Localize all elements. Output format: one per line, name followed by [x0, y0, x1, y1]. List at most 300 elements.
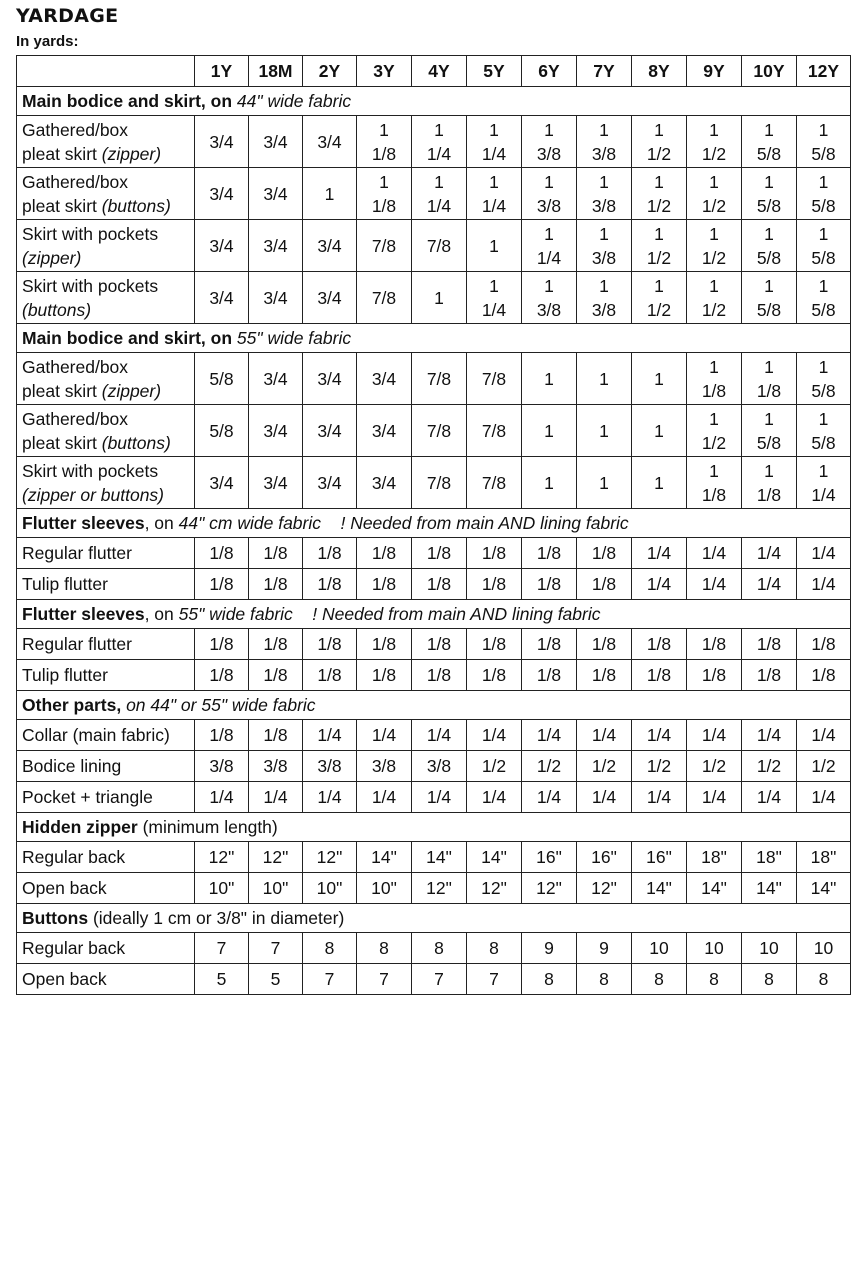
yardage-value: 1/2 — [701, 299, 727, 320]
yardage-value: 1 — [599, 472, 609, 493]
yardage-cell — [687, 220, 742, 272]
yardage-cell — [195, 569, 249, 600]
yardage-value: 7 — [489, 969, 499, 989]
size-header: 1Y — [195, 56, 249, 87]
row-label-line — [22, 632, 194, 656]
yardage-cell — [522, 660, 577, 691]
yardage-value: 1/8 — [263, 574, 288, 594]
yardage-cell — [522, 964, 577, 995]
yardage-cell — [632, 782, 687, 813]
yardage-cell — [632, 405, 687, 457]
yardage-cell — [522, 168, 577, 220]
yardage-value: 1/4 — [263, 787, 288, 807]
yardage-value: 1 — [599, 171, 609, 192]
yardage-value: 1 — [818, 460, 829, 481]
row-label — [17, 629, 195, 660]
yardage-value: 1 — [654, 368, 664, 389]
row-label-text: Regular back — [22, 938, 126, 958]
row-label-text: Regular back — [22, 847, 126, 867]
row-label-line — [22, 876, 194, 900]
yardage-value: 7 — [216, 938, 227, 958]
yardage-cell — [249, 457, 303, 509]
yardage-cell — [195, 782, 249, 813]
yardage-cell — [687, 538, 742, 569]
yardage-value: 1/2 — [536, 756, 562, 776]
yardage-value: 1/4 — [317, 787, 342, 807]
yardage-value: 1/4 — [591, 787, 617, 807]
yardage-value: 1 — [544, 472, 554, 493]
yardage-value: 1 — [818, 408, 829, 429]
yardage-cell — [522, 457, 577, 509]
yardage-cell — [303, 116, 357, 168]
yardage-value: 3/8 — [209, 756, 234, 776]
yardage-value: 14" — [810, 878, 837, 898]
yardage-cell — [742, 457, 797, 509]
yardage-value: 1/4 — [317, 725, 342, 745]
yardage-cell — [357, 629, 412, 660]
yardage-value: 3/8 — [317, 756, 342, 776]
yardage-value: 1/8 — [209, 574, 234, 594]
yardage-cell — [577, 116, 632, 168]
yardage-cell — [797, 873, 851, 904]
row-label-text: Gathered/box — [22, 356, 129, 377]
yardage-value: 3/4 — [371, 472, 397, 493]
row-label — [17, 842, 195, 873]
row-label-text: pleat skirt — [22, 195, 102, 216]
yardage-cell — [195, 116, 249, 168]
yardage-value: 3/8 — [371, 756, 397, 776]
yardage-value: 7/8 — [426, 472, 452, 493]
yardage-value: 3/4 — [209, 472, 234, 493]
yardage-cell — [687, 842, 742, 873]
yardage-value: 3/8 — [591, 247, 617, 268]
yardage-cell — [797, 933, 851, 964]
yardage-cell — [303, 538, 357, 569]
yardage-value: 1 — [599, 368, 609, 389]
yardage-cell — [742, 272, 797, 324]
yardage-cell — [249, 116, 303, 168]
section-title-part: 44" wide fabric — [236, 91, 352, 111]
yardage-cell — [632, 751, 687, 782]
row-label-line — [22, 379, 194, 403]
row-label-line — [22, 170, 194, 194]
yardage-value: 1/4 — [811, 543, 836, 563]
yardage-value: 7 — [434, 969, 444, 989]
yardage-value: 7 — [270, 938, 281, 958]
yardage-cell — [467, 964, 522, 995]
yardage-value: 14" — [371, 847, 397, 867]
yardage-cell — [687, 353, 742, 405]
yardage-value: 1/4 — [701, 787, 727, 807]
yardage-value: 3/4 — [263, 368, 288, 389]
row-label-line — [22, 407, 194, 431]
yardage-value: 1 — [764, 119, 774, 140]
yardage-cell — [632, 272, 687, 324]
yardage-value: 5/8 — [209, 368, 234, 389]
yardage-cell — [632, 629, 687, 660]
yardage-cell — [357, 933, 412, 964]
yardage-cell — [412, 353, 467, 405]
yardage-value: 1/8 — [701, 634, 727, 654]
yardage-value: 1/8 — [263, 725, 288, 745]
yardage-value: 1/8 — [209, 543, 234, 563]
yardage-cell — [467, 168, 522, 220]
yardage-cell — [632, 538, 687, 569]
yardage-cell — [742, 569, 797, 600]
yardage-value: 1/8 — [209, 665, 234, 685]
yardage-cell — [687, 751, 742, 782]
section-title-part: 55" wide fabric — [236, 328, 352, 348]
yardage-cell — [357, 720, 412, 751]
row-label — [17, 538, 195, 569]
yardage-value: 1/8 — [701, 484, 727, 505]
yardage-cell — [249, 933, 303, 964]
section-header-row — [17, 904, 851, 933]
section-title-part: on — [205, 91, 237, 111]
yardage-value: 1/4 — [756, 725, 782, 745]
yardage-value: 3/4 — [317, 235, 342, 256]
yardage-cell — [797, 569, 851, 600]
yardage-value: 1/8 — [701, 380, 727, 401]
size-header: 12Y — [797, 56, 851, 87]
yardage-cell — [797, 220, 851, 272]
yardage-value: 1 — [489, 275, 499, 296]
yardage-value: 1/8 — [209, 634, 234, 654]
yardage-value: 1 — [709, 408, 719, 429]
row-label-line — [22, 785, 194, 809]
yardage-cell — [577, 751, 632, 782]
yardage-value: 7/8 — [426, 235, 452, 256]
yardage-cell — [412, 168, 467, 220]
yardage-value: 5/8 — [756, 247, 782, 268]
yardage-cell — [467, 933, 522, 964]
yardage-value: 5/8 — [811, 299, 836, 320]
row-label-text: (buttons) — [22, 299, 92, 320]
yardage-cell — [249, 660, 303, 691]
yardage-value: 8 — [434, 938, 444, 958]
row-label-text: Open back — [22, 878, 107, 898]
yardage-value: 1/8 — [811, 665, 836, 685]
yardage-value: 1/4 — [811, 574, 836, 594]
yardage-cell — [797, 272, 851, 324]
yardage-cell — [195, 220, 249, 272]
yardage-cell — [412, 720, 467, 751]
yardage-value: 5/8 — [811, 432, 836, 453]
row-label-text: Gathered/box — [22, 171, 129, 192]
yardage-cell — [797, 405, 851, 457]
section-title-part: ! Needed from main AND lining fabric — [292, 604, 601, 624]
section-title-part: (ideally 1 cm or 3/8" in diameter) — [88, 908, 345, 928]
yardage-cell — [797, 782, 851, 813]
yardage-value: 10" — [262, 878, 289, 898]
yardage-cell — [303, 782, 357, 813]
yardage-cell — [522, 405, 577, 457]
yardage-cell — [195, 720, 249, 751]
yardage-value: 1/8 — [701, 665, 727, 685]
yardage-value: 3/4 — [263, 131, 288, 152]
yardage-cell — [522, 873, 577, 904]
yardage-value: 1/8 — [481, 574, 507, 594]
yardage-value: 1/8 — [481, 634, 507, 654]
yardage-value: 1/8 — [481, 543, 507, 563]
table-row — [17, 842, 851, 873]
yardage-cell — [742, 751, 797, 782]
yardage-value: 3/4 — [263, 235, 288, 256]
row-label-text: Bodice lining — [22, 756, 122, 776]
yardage-value: 3/4 — [209, 235, 234, 256]
yardage-value: 1/8 — [371, 574, 397, 594]
yardage-value: 1/4 — [646, 574, 672, 594]
yardage-cell — [797, 751, 851, 782]
yardage-value: 1/8 — [536, 574, 562, 594]
yardage-value: 1 — [818, 356, 829, 377]
section-title-part: ! Needed from main AND lining fabric — [321, 513, 629, 533]
row-label-text: Gathered/box — [22, 408, 129, 429]
yardage-value: 1 — [324, 183, 335, 204]
row-label — [17, 660, 195, 691]
yardage-value: 3/4 — [263, 420, 288, 441]
table-row — [17, 116, 851, 168]
yardage-value: 1/4 — [481, 725, 507, 745]
section-title-part: , on — [144, 513, 179, 533]
section-header-row — [17, 813, 851, 842]
yardage-value: 7/8 — [371, 235, 397, 256]
yardage-cell — [195, 933, 249, 964]
yardage-value: 16" — [646, 847, 672, 867]
section-title — [17, 600, 851, 629]
table-row — [17, 873, 851, 904]
yardage-cell — [687, 660, 742, 691]
section-title-part: 55" wide fabric — [178, 604, 293, 624]
row-label — [17, 964, 195, 995]
yardage-cell — [303, 933, 357, 964]
row-label — [17, 720, 195, 751]
yardage-value: 10 — [649, 938, 669, 958]
yardage-value: 3/8 — [263, 756, 288, 776]
yardage-cell — [412, 629, 467, 660]
section-title-part: on — [205, 328, 237, 348]
yardage-cell — [797, 353, 851, 405]
table-row — [17, 933, 851, 964]
yardage-cell — [742, 842, 797, 873]
yardage-cell — [303, 873, 357, 904]
row-label-line — [22, 459, 194, 483]
yardage-value: 7/8 — [481, 368, 507, 389]
section-title — [17, 813, 851, 842]
yardage-value: 3/4 — [317, 131, 342, 152]
yardage-cell — [303, 569, 357, 600]
section-header-row — [17, 691, 851, 720]
yardage-value: 5/8 — [756, 299, 782, 320]
yardage-cell — [412, 272, 467, 324]
yardage-cell — [249, 272, 303, 324]
yardage-cell — [412, 873, 467, 904]
yardage-value: 1 — [544, 119, 554, 140]
yardage-value: 1/4 — [646, 725, 672, 745]
section-title-part: , on — [144, 604, 179, 624]
yardage-value: 5/8 — [811, 195, 836, 216]
yardage-value: 1/8 — [426, 543, 452, 563]
yardage-cell — [303, 720, 357, 751]
row-label — [17, 168, 195, 220]
yardage-cell — [632, 720, 687, 751]
yardage-value: 1 — [654, 171, 664, 192]
yardage-cell — [577, 873, 632, 904]
yardage-cell — [522, 842, 577, 873]
section-header-row — [17, 600, 851, 629]
yardage-value: 1/4 — [426, 143, 452, 164]
size-header: 18M — [249, 56, 303, 87]
yardage-value: 8 — [544, 969, 554, 989]
yardage-value: 1/4 — [481, 787, 507, 807]
row-label-line — [22, 298, 194, 322]
yardage-cell — [195, 353, 249, 405]
yardage-value: 1/4 — [536, 787, 562, 807]
yardage-value: 7/8 — [481, 420, 507, 441]
yardage-cell — [249, 405, 303, 457]
yardage-value: 1/4 — [481, 195, 507, 216]
table-row — [17, 782, 851, 813]
row-label-text: Collar (main fabric) — [22, 725, 170, 745]
yardage-value: 5/8 — [756, 195, 782, 216]
yardage-cell — [577, 782, 632, 813]
row-label-line — [22, 274, 194, 298]
table-row — [17, 272, 851, 324]
yardage-value: 1/2 — [646, 756, 672, 776]
yardage-value: 3/4 — [371, 368, 397, 389]
row-label-text: Skirt with pockets — [22, 460, 159, 481]
yardage-value: 18" — [810, 847, 837, 867]
yardage-value: 1/2 — [591, 756, 617, 776]
yardage-value: 1/8 — [481, 665, 507, 685]
yardage-cell — [577, 353, 632, 405]
yardage-value: 5/8 — [209, 420, 234, 441]
yardage-value: 12" — [262, 847, 289, 867]
yardage-cell — [357, 220, 412, 272]
yardage-cell — [467, 220, 522, 272]
row-label — [17, 220, 195, 272]
yardage-cell — [467, 629, 522, 660]
yardage-cell — [522, 538, 577, 569]
yardage-cell — [467, 782, 522, 813]
yardage-value: 1/8 — [756, 380, 782, 401]
yardage-value: 1/8 — [371, 665, 397, 685]
size-header-row — [17, 56, 851, 87]
row-label-text: Regular flutter — [22, 634, 132, 654]
yardage-cell — [249, 720, 303, 751]
yardage-cell — [742, 538, 797, 569]
yardage-cell — [577, 842, 632, 873]
yardage-value: 1/4 — [701, 543, 727, 563]
yardage-value: 7 — [324, 969, 335, 989]
size-header: 5Y — [467, 56, 522, 87]
yardage-cell — [412, 964, 467, 995]
yardage-value: 1 — [434, 171, 444, 192]
yardage-value: 1 — [764, 171, 774, 192]
yardage-value: 10" — [208, 878, 235, 898]
table-row — [17, 405, 851, 457]
yardage-value: 7/8 — [481, 472, 507, 493]
yardage-cell — [303, 220, 357, 272]
yardage-cell — [467, 751, 522, 782]
section-title-part: Buttons — [22, 908, 89, 928]
yardage-value: 1/8 — [317, 665, 342, 685]
yardage-cell — [577, 964, 632, 995]
row-label-line — [22, 483, 194, 507]
yardage-cell — [797, 629, 851, 660]
yardage-cell — [357, 964, 412, 995]
yardage-value: 1/8 — [591, 665, 617, 685]
yardage-cell — [687, 782, 742, 813]
row-label-text: pleat skirt — [22, 380, 102, 401]
yardage-value: 1 — [544, 223, 554, 244]
yardage-cell — [632, 660, 687, 691]
yardage-cell — [687, 405, 742, 457]
size-header: 7Y — [577, 56, 632, 87]
yardage-cell — [357, 842, 412, 873]
size-header: 3Y — [357, 56, 412, 87]
yardage-value: 1 — [599, 420, 609, 441]
yardage-cell — [797, 720, 851, 751]
yardage-cell — [632, 873, 687, 904]
yardage-value: 1 — [709, 356, 719, 377]
row-label-text: Tulip flutter — [22, 574, 108, 594]
yardage-cell — [467, 538, 522, 569]
yardage-cell — [412, 782, 467, 813]
yardage-cell — [522, 272, 577, 324]
yardage-value: 1 — [709, 119, 719, 140]
row-label-text: Tulip flutter — [22, 665, 108, 685]
yardage-value: 14" — [481, 847, 507, 867]
page-title: YARDAGE — [16, 5, 119, 27]
row-label-text: (buttons) — [101, 432, 171, 453]
yardage-cell — [249, 353, 303, 405]
yardage-cell — [467, 569, 522, 600]
section-title-part: Other parts, — [22, 695, 122, 715]
yardage-value: 1/8 — [426, 574, 452, 594]
yardage-cell — [797, 842, 851, 873]
yardage-cell — [303, 405, 357, 457]
row-label — [17, 751, 195, 782]
yardage-value: 1/8 — [646, 634, 672, 654]
yardage-cell — [742, 168, 797, 220]
yardage-cell — [577, 569, 632, 600]
yardage-value: 1/8 — [263, 543, 288, 563]
yardage-cell — [303, 353, 357, 405]
yardage-value: 1/8 — [371, 195, 397, 216]
yardage-cell — [742, 782, 797, 813]
yardage-cell — [577, 933, 632, 964]
yardage-value: 1/8 — [263, 634, 288, 654]
yardage-value: 1/4 — [426, 787, 452, 807]
table-row — [17, 353, 851, 405]
yardage-value: 3/8 — [536, 195, 562, 216]
yardage-cell — [742, 629, 797, 660]
yardage-cell — [742, 116, 797, 168]
row-label-text: Pocket + triangle — [22, 787, 153, 807]
section-title-part: Main bodice and skirt, — [22, 91, 206, 111]
yardage-value: 7 — [379, 969, 389, 989]
yardage-value: 1 — [818, 119, 829, 140]
yardage-value: 5 — [270, 969, 281, 989]
yardage-cell — [687, 272, 742, 324]
row-label — [17, 457, 195, 509]
yardage-cell — [742, 353, 797, 405]
yardage-cell — [249, 220, 303, 272]
yardage-value: 1 — [434, 119, 444, 140]
yardage-value: 1/4 — [209, 787, 234, 807]
yardage-value: 5 — [216, 969, 227, 989]
